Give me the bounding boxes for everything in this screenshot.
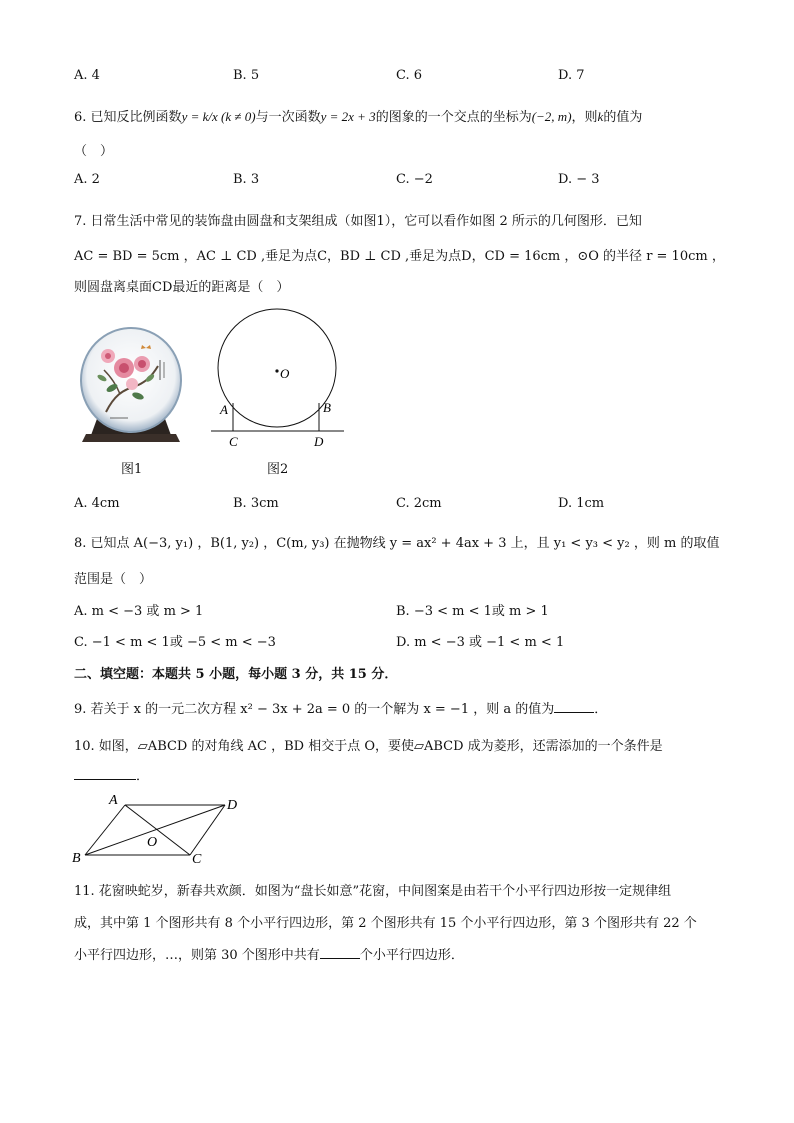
q5-option-b: B. 5 bbox=[233, 68, 260, 83]
q10-label-a: A bbox=[109, 793, 118, 808]
q6-point: (−2, m) bbox=[531, 109, 572, 124]
q7-option-a: A. 4cm bbox=[74, 496, 120, 511]
q6-option-a: A. 2 bbox=[74, 172, 100, 187]
q8-line1: 8. 已知点 A(−3, y₁) ，B(1, y₂) ，C(m, y₃) 在抛物线 y = ax² + 4ax + 3 上，且 y₁ < y₃ < y₂ ，则 m 的取值 bbox=[74, 536, 720, 551]
q7-label-o: O bbox=[280, 366, 290, 381]
q11-line1: 11. 花窗映蛇岁，新春共欢颜．如图为“盘长如意”花窗，中间图案是由若干个小平行四边形按一定规律组 bbox=[74, 884, 672, 899]
q10-label-b: B bbox=[72, 851, 81, 866]
q7-option-d: D. 1cm bbox=[558, 496, 605, 511]
q8-option-a: A. m < −3 或 m > 1 bbox=[74, 604, 204, 619]
q11-line3-pre: 小平行四边形，…，则第 30 个图形中共有 bbox=[74, 948, 320, 963]
section2-heading: 二、填空题：本题共 5 小题，每小题 3 分，共 15 分． bbox=[74, 667, 398, 682]
q7-line3: 则圆盘离桌面CD最近的距离是（ ） bbox=[74, 280, 290, 295]
q6-stem-end2: 的值为 bbox=[603, 110, 643, 125]
q8-line2: 范围是（ ） bbox=[74, 572, 153, 587]
q9-answer-blank[interactable] bbox=[554, 700, 594, 713]
q7-fig1-plate-picture bbox=[76, 326, 186, 444]
q7-circle-o bbox=[218, 309, 336, 427]
q10-line1: 10. 如图，▱ABCD 的对角线 AC ，BD 相交于点 O，要使▱ABCD 成为菱形，还需添加的一个条件是 bbox=[74, 739, 663, 754]
q6-func2: y = 2x + 3 bbox=[320, 109, 376, 124]
q10-label-o: O bbox=[147, 835, 158, 850]
q6-option-c: C. −2 bbox=[396, 172, 433, 187]
q8-option-c: C. −1 < m < 1或 −5 < m < −3 bbox=[74, 635, 276, 650]
q10-diagonal-ac bbox=[125, 805, 190, 855]
q7-line1: 7. 日常生活中常见的装饰盘由圆盘和支架组成（如图1），它可以看作如图 2 所示的几何图形．已知 bbox=[74, 214, 642, 229]
q10-answer-blank[interactable] bbox=[74, 767, 136, 780]
q9-stem bbox=[74, 698, 607, 717]
q10-parallelogram-diagram bbox=[70, 790, 250, 870]
q8-option-b: B. −3 < m < 1或 m > 1 bbox=[396, 604, 549, 619]
q6-option-b: B. 3 bbox=[233, 172, 260, 187]
q5-option-d: D. 7 bbox=[558, 68, 585, 83]
q10-label-d: D bbox=[227, 798, 238, 813]
q6-stem-post: 的图象的一个交点的坐标为 bbox=[375, 110, 532, 125]
q9-stem-pre: 9. 若关于 x 的一元二次方程 x² − 3x + 2a = 0 的一个解为 x = −1 ，则 a 的值为 bbox=[74, 702, 555, 717]
q7-fig1-caption: 图1 bbox=[121, 462, 143, 477]
q11-line3-post: 个小平行四边形． bbox=[359, 948, 464, 963]
q7-fig2-caption: 图2 bbox=[267, 462, 289, 477]
q6-stem-pre: 已知反比例函数 bbox=[90, 110, 182, 125]
q7-label-d: D bbox=[314, 434, 324, 449]
q7-line2: AC = BD = 5cm ，AC ⊥ CD ,垂足为点C，BD ⊥ CD ,垂足为点D，CD = 16cm ，⊙O 的半径 r = 10cm ， bbox=[74, 249, 725, 264]
q10-label-c: C bbox=[192, 852, 202, 867]
q11-answer-blank[interactable] bbox=[320, 946, 360, 959]
q10-side-dc bbox=[190, 805, 225, 855]
q7-center-point bbox=[275, 369, 278, 372]
q6-k: k bbox=[597, 109, 604, 124]
q8-option-d: D. m < −3 或 −1 < m < 1 bbox=[396, 635, 565, 650]
q5-option-c: C. 6 bbox=[396, 68, 423, 83]
q6-number: 6. bbox=[74, 110, 87, 125]
q6-paren: （ ） bbox=[74, 144, 114, 159]
q6-func1: y = k/x (k ≠ 0) bbox=[181, 109, 256, 124]
q6-option-d: D. − 3 bbox=[558, 172, 600, 187]
q7-label-b: B bbox=[323, 400, 331, 415]
q7-fig2-diagram bbox=[208, 308, 348, 453]
q7-label-c: C bbox=[229, 434, 238, 449]
q11-line3 bbox=[74, 944, 464, 963]
q6-stem bbox=[74, 106, 642, 125]
q9-stem-post: ． bbox=[594, 702, 608, 717]
q11-line2: 成，其中第 1 个图形共有 8 个小平行四边形，第 2 个图形共有 15 个小平行四边形，第 3 个图形共有 22 个 bbox=[74, 916, 697, 931]
q6-stem-mid: 与一次函数 bbox=[255, 110, 321, 125]
q7-option-b: B. 3cm bbox=[233, 496, 279, 511]
q5-option-a: A. 4 bbox=[74, 68, 100, 83]
q10-stem-post: ． bbox=[136, 769, 150, 784]
q10-line2 bbox=[74, 765, 149, 784]
q7-option-c: C. 2cm bbox=[396, 496, 442, 511]
q6-stem-end: ，则 bbox=[571, 110, 598, 125]
q7-label-a: A bbox=[220, 402, 228, 417]
